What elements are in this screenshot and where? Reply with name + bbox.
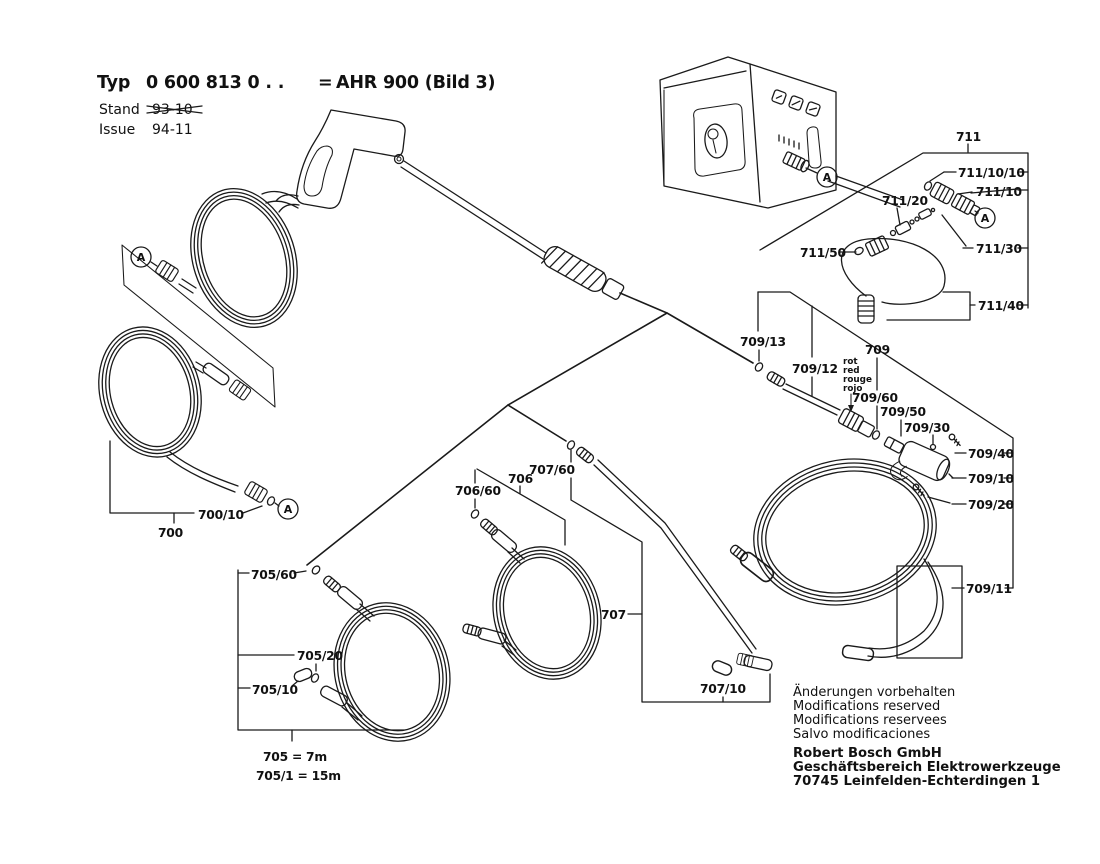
label-709-13: 709/13 [740,335,786,349]
color-note-es: rojo [843,384,863,394]
lance-grip [541,243,609,294]
lance-707 [594,460,756,653]
label-709-30: 709/30 [904,421,950,435]
hose-port [782,151,810,173]
label-700-10: 700/10 [198,508,244,522]
label-709-10: 709/10 [968,472,1014,486]
label-706-60: 706/60 [455,484,501,498]
ribtip-709-12 [766,371,786,388]
hose-nut-700-upper [155,260,179,283]
label-711-10-10: 711/10/10 [958,166,1025,180]
label-711-10: 711/10 [976,185,1022,199]
label-711-40: 711/40 [978,299,1024,313]
hose-coil-709-11 [740,442,950,657]
svg-text:A: A [822,171,832,184]
fittings [155,181,982,708]
color-note-de: rot [843,357,858,367]
label-705-20: 705/20 [297,649,343,663]
hose-nut-700-end [244,481,268,503]
detail-boxes [887,292,970,658]
label-709: 709 [865,343,890,357]
label-706: 706 [508,472,533,486]
sleeve-705-top [336,585,365,611]
hose-nut-700-mid [228,379,251,401]
label-711-20: 711/20 [882,194,928,208]
sleeve-706-top [490,528,519,554]
control-icons [771,89,820,116]
label-709-20: 709/20 [968,498,1014,512]
rotary-nozzle-709-10 [888,438,953,497]
nut-711-10 [929,181,955,204]
svg-text:A: A [980,212,990,225]
oring-707-60 [566,440,576,451]
ribtip-707 [575,446,595,464]
marker-a-700-10 [278,499,298,519]
footer-note-fr: Modifications reservees [793,713,947,728]
nozzle-707-10 [711,659,733,677]
pressure-washer-unit [660,57,836,208]
stand-value: 93-10 [152,102,193,118]
label-705-10: 705/10 [252,683,298,697]
hose-coil-706 [478,535,615,692]
footer-address: 70745 Leinfelden-Echterdingen 1 [793,774,1041,789]
oring-711-50 [854,246,865,256]
type-number: 0 600 813 0 . . [146,73,285,93]
hose-sleeve-700-mid [201,361,230,386]
title-block [97,73,495,138]
label-705-60: 705/60 [251,568,297,582]
label-711-50: 711/50 [800,246,846,260]
color-note-fr: rouge [843,375,872,385]
svg-text:A: A [283,503,293,516]
label-711: 711 [956,130,981,144]
issue-value: 94-11 [152,122,193,138]
color-note-en: red [843,366,860,376]
footer-block [793,684,1061,789]
label-709-12: 709/12 [792,362,838,376]
footer-division: Geschäftsbereich Elektrowerkzeuge [793,760,1061,775]
label-709-50: 709/50 [880,405,926,419]
lance-709-12 [783,389,837,415]
label-705-1-length: 705/1 = 15m [256,769,341,783]
lance-709-12 [786,384,840,410]
footer-note-es: Salvo modificaciones [793,727,931,742]
equals-sign: = [318,73,333,93]
sleeve-709-11-right [842,645,874,661]
vent-slits [779,135,799,149]
svg-text:A: A [136,251,146,264]
issue-label: Issue [99,122,136,138]
screw-709-40 [947,434,962,447]
nozzle-705-10 [293,667,313,683]
pin-709-30 [931,445,936,450]
spray-gun [276,110,405,212]
label-707-60: 707/60 [529,463,575,477]
oring-706-60 [470,509,480,520]
label-700: 700 [158,526,183,540]
stand-label: Stand [99,102,140,118]
panel-quad [122,245,275,407]
label-709-40: 709/40 [968,447,1014,461]
oring-709-13 [754,362,764,373]
oring-705-60 [311,565,322,576]
hose-coil-700-lower [85,315,238,492]
oring-700-10 [266,496,276,507]
label-705-length: 705 = 7m [263,750,327,764]
typ-label: Typ [97,73,131,93]
ribtip-706-top [479,518,499,536]
hose-711-40 [841,238,945,323]
spacer-709-50 [884,436,905,453]
footer-note-en: Modifications reserved [793,699,941,714]
marker-a-711 [975,208,995,228]
footer-company: Robert Bosch GmbH [793,746,942,761]
label-707-10: 707/10 [700,682,746,696]
color-note-arrowhead [848,405,854,412]
marker-a-hose-end [131,247,151,267]
model-name: AHR 900 (Bild 3) [336,73,496,93]
label-709-11: 709/11 [966,582,1012,596]
marker-a-machine [817,167,837,187]
footer-note-de: Änderungen vorbehalten [793,685,956,700]
hose-coil-700-upper [174,175,315,342]
label-711-30: 711/30 [976,242,1022,256]
label-709-60: 709/60 [852,391,898,405]
gun-lance [401,161,625,300]
label-707: 707 [601,608,626,622]
